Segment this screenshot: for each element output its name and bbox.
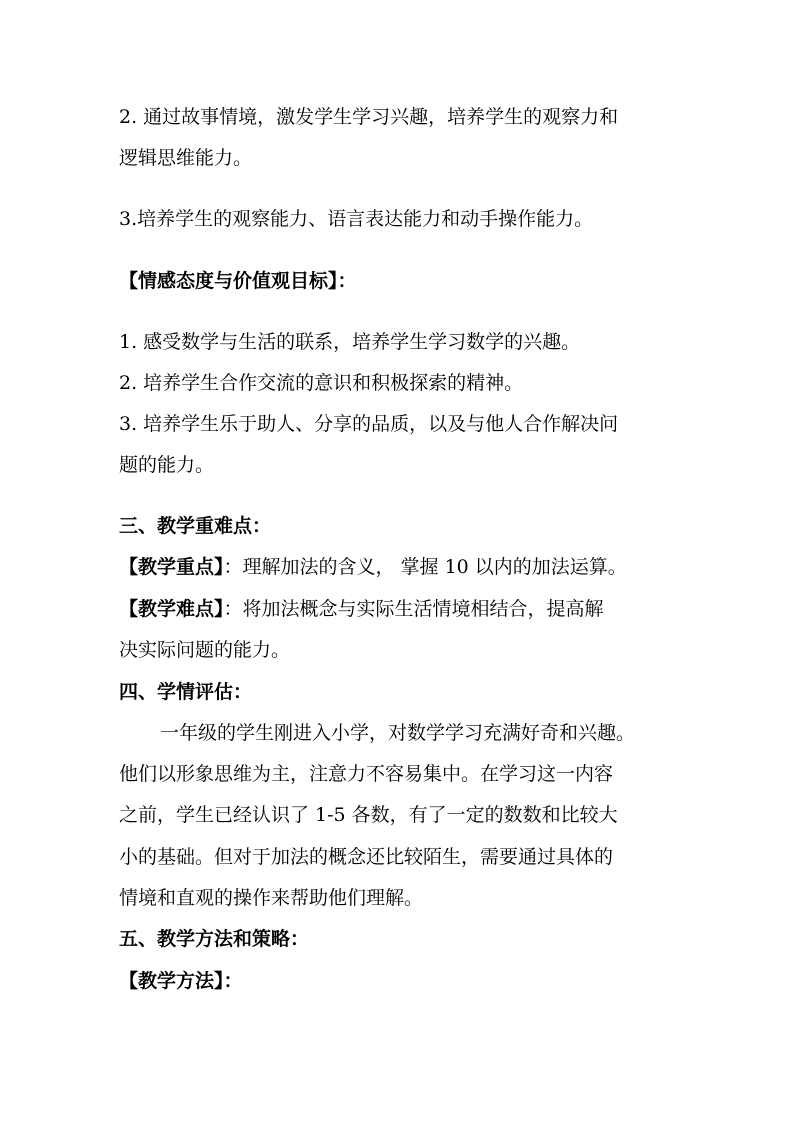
- paragraph-line: 他们以形象思维为主，注意力不容易集中。在学习这一内容: [119, 763, 614, 785]
- key-point-line: [119, 554, 679, 580]
- paragraph-line: 一年级的学生刚进入小学，对数学学习充满好奇和兴趣。: [160, 722, 636, 744]
- list-item: 3. 培养学生乐于助人、分享的品质，以及与他人合作解决问: [119, 413, 619, 435]
- list-item-continuation: 题的能力。: [119, 454, 215, 476]
- paragraph-line: 3.培养学生的观察能力、语言表达能力和动手操作能力。: [119, 208, 594, 230]
- difficulty-label: 【教学难点】: [119, 598, 224, 620]
- paragraph-line: 决实际问题的能力。: [119, 639, 291, 661]
- key-point-text: ：理解加法的含义， 掌握 10 以内的加法运算。: [223, 556, 627, 578]
- list-item: 1. 感受数学与生活的联系，培养学生学习数学的兴趣。: [119, 331, 581, 353]
- paragraph-line: 逻辑思维能力。: [119, 147, 253, 169]
- paragraph-line: 小的基础。但对于加法的概念还比较陌生，需要通过具体的: [119, 846, 614, 868]
- key-point-label: 【教学重点】: [119, 556, 224, 578]
- difficulty-text: ：将加法概念与实际生活情境相结合，提高解: [223, 598, 604, 620]
- paragraph-line: 之前，学生已经认识了 1-5 各数，有了一定的数数和比较大: [119, 804, 618, 826]
- section-heading-emotion-goals: 【情感态度与价值观目标】：: [119, 270, 357, 292]
- section-heading-learner-assessment: 四、学情评估：: [119, 681, 253, 703]
- section-heading-key-points: 三、教学重难点：: [119, 515, 272, 537]
- list-item: 2. 培养学生合作交流的意识和积极探索的精神。: [119, 372, 524, 394]
- paragraph-line: 2. 通过故事情境，激发学生学习兴趣，培养学生的观察力和: [119, 106, 619, 128]
- subsection-heading-teaching-methods: 【教学方法】：: [119, 970, 243, 992]
- section-heading-methods: 五、教学方法和策略：: [119, 928, 310, 950]
- paragraph-line: 情境和直观的操作来帮助他们理解。: [119, 887, 424, 909]
- difficulty-line: [119, 596, 679, 622]
